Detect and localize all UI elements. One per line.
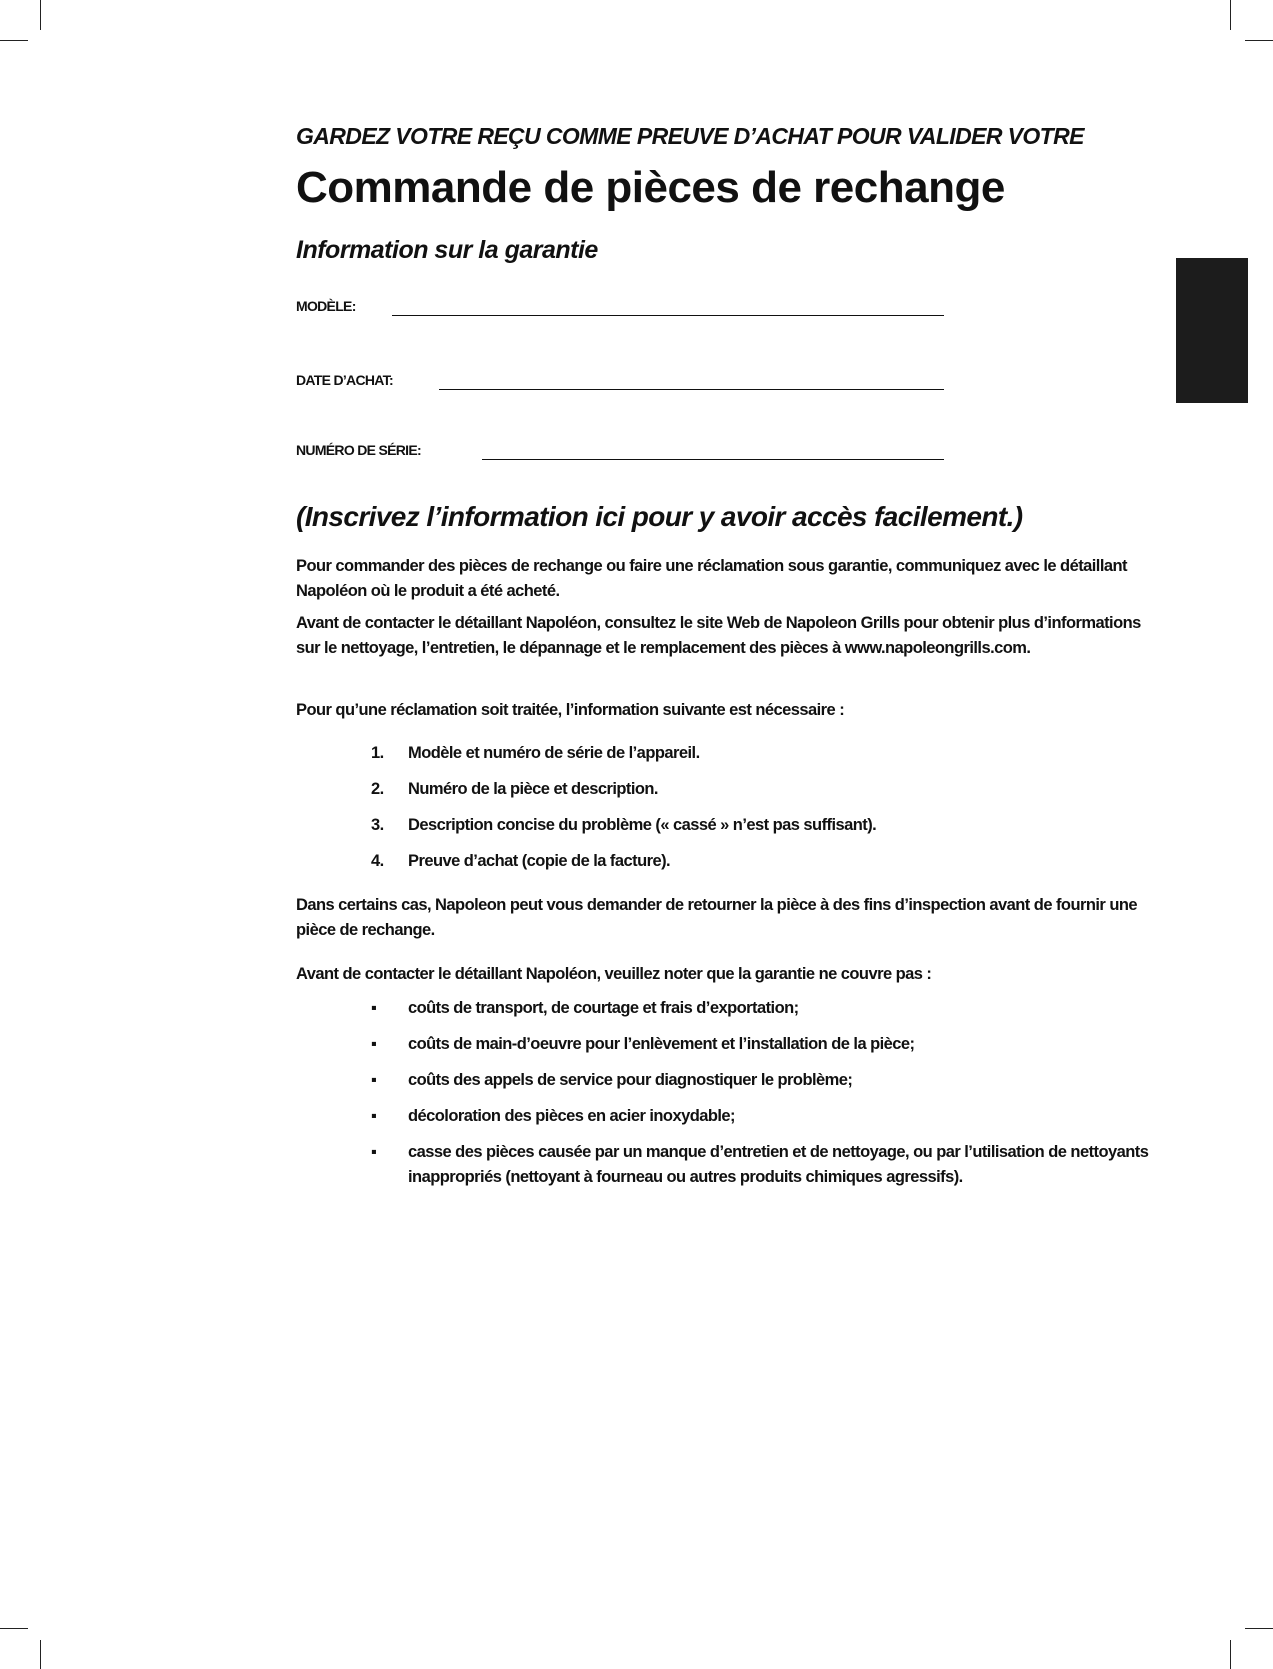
receipt-kicker: GARDEZ VOTRE REÇU COMME PREUVE D’ACHAT POUR VALIDER VOTRE xyxy=(296,123,1084,149)
bullet-icon: ▪ xyxy=(371,1143,377,1161)
purchase-date-input-line[interactable] xyxy=(439,389,944,390)
language-side-tab xyxy=(1176,258,1248,403)
required-info-list xyxy=(296,741,1166,874)
list-number: 3. xyxy=(371,816,384,834)
list-item xyxy=(296,741,1166,766)
list-item-text: Description concise du problème (« cassé » n’est pas suffisant). xyxy=(408,816,877,834)
warranty-subtitle: Information sur la garantie xyxy=(296,236,598,264)
bullet-icon: ▪ xyxy=(371,1035,377,1053)
list-number: 1. xyxy=(371,744,384,762)
required-info-intro: Pour qu’une réclamation soit traitée, l’information suivante est nécessaire : xyxy=(296,701,845,719)
crop-mark-top-left-v xyxy=(40,0,41,30)
purchase-date-field[interactable] xyxy=(296,368,944,390)
model-label: MODÈLE: xyxy=(296,298,356,314)
list-item-text: décoloration des pièces en acier inoxydable; xyxy=(408,1107,736,1125)
crop-mark-bottom-left-h xyxy=(0,1628,28,1629)
serial-number-label: NUMÉRO DE SÉRIE: xyxy=(296,442,421,458)
list-number: 2. xyxy=(371,780,384,798)
list-item-text: Numéro de la pièce et description. xyxy=(408,780,658,798)
list-item-text: coûts des appels de service pour diagnostiquer le problème; xyxy=(408,1071,853,1089)
list-item xyxy=(296,1140,1166,1190)
bullet-icon: ▪ xyxy=(371,1107,377,1125)
bullet-icon: ▪ xyxy=(371,999,377,1017)
list-item xyxy=(296,777,1166,802)
serial-number-input-line[interactable] xyxy=(482,459,944,460)
list-item xyxy=(296,1032,1166,1057)
list-item-text: coûts de main-d’oeuvre pour l’enlèvement et l’installation de la pièce; xyxy=(408,1035,915,1053)
list-item-text: Modèle et numéro de série de l’appareil. xyxy=(408,744,700,762)
crop-mark-bottom-right-v xyxy=(1230,1640,1231,1669)
list-item-text: coûts de transport, de courtage et frais d’exportation; xyxy=(408,999,799,1017)
model-field[interactable] xyxy=(296,294,944,316)
page-title: Commande de pièces de rechange xyxy=(296,163,1005,212)
model-input-line[interactable] xyxy=(392,315,944,316)
exclusions-list xyxy=(296,996,1166,1190)
fill-in-note: (Inscrivez l’information ici pour y avoir accès facilement.) xyxy=(296,501,1023,532)
list-item xyxy=(296,996,1166,1021)
crop-mark-bottom-right-h xyxy=(1245,1628,1273,1629)
list-item xyxy=(296,813,1166,838)
list-item xyxy=(296,1068,1166,1093)
return-part-paragraph: Dans certains cas, Napoleon peut vous demander de retourner la pièce à des fins d’inspection avant de fournir une pièce de rechange. xyxy=(296,896,1138,939)
list-number: 4. xyxy=(371,852,384,870)
crop-mark-top-right-h xyxy=(1245,40,1273,41)
list-item-text: Preuve d’achat (copie de la facture). xyxy=(408,852,671,870)
bullet-icon: ▪ xyxy=(371,1071,377,1089)
exclusions-intro: Avant de contacter le détaillant Napoléon, veuillez noter que la garantie ne couvre pas : xyxy=(296,965,932,983)
crop-mark-bottom-left-v xyxy=(40,1640,41,1669)
list-item xyxy=(296,1104,1166,1129)
purchase-date-label: DATE D’ACHAT: xyxy=(296,372,393,388)
list-item xyxy=(296,849,1166,874)
list-item-text: casse des pièces causée par un manque d’entretien et de nettoyage, ou par l’utilisation de nettoyants inappropriés (nettoyant à fourneau ou autres produits chimiques agressifs). xyxy=(408,1143,1149,1186)
crop-mark-top-right-v xyxy=(1230,0,1231,30)
serial-number-field[interactable] xyxy=(296,438,944,460)
website-paragraph: Avant de contacter le détaillant Napoléon, consultez le site Web de Napoleon Grills pour obtenir plus d’informations sur le nettoyage, l’entretien, le dépannage et le remplacement des pièces à www.napoleongrills.com. xyxy=(296,614,1141,657)
crop-mark-top-left-h xyxy=(0,40,28,41)
order-paragraph: Pour commander des pièces de rechange ou faire une réclamation sous garantie, communiquez avec le détaillant Napoléon où le produit a été acheté. xyxy=(296,557,1127,600)
